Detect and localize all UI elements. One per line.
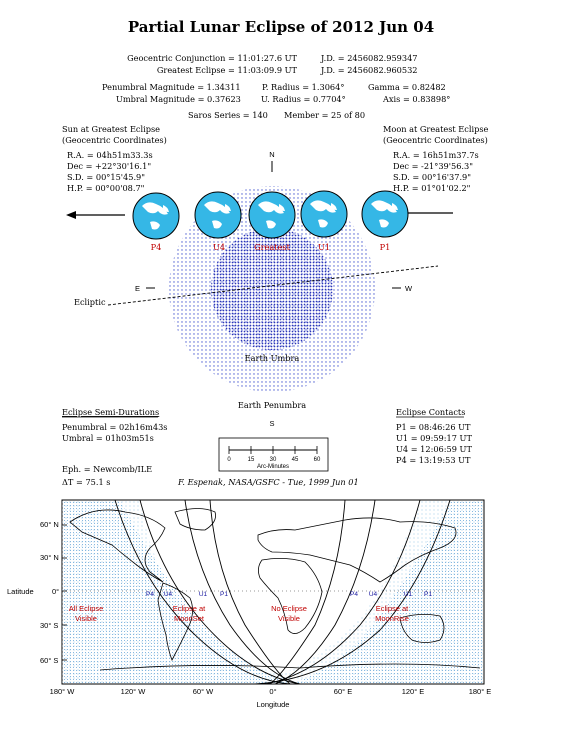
penumbra-label: Earth Penumbra <box>237 400 307 410</box>
sun-coordinates <box>62 124 167 193</box>
ecliptic-label: Ecliptic <box>74 297 106 307</box>
moon-heading: Moon at Greatest Eclipse <box>383 124 489 134</box>
map-left-p4: P4 <box>146 591 154 598</box>
lat-label-0: 0° <box>52 587 60 596</box>
greatest-eclipse-time: Greatest Eclipse = 11:03:09.9 UT <box>156 65 297 75</box>
map-xlabel: Longitude <box>256 700 290 709</box>
lat-label-30n: 30° N <box>40 553 59 562</box>
sun-heading: Sun at Greatest Eclipse <box>62 124 161 134</box>
map-left-u4: U4 <box>163 591 173 598</box>
moon-subheading: (Geocentric Coordinates) <box>383 135 488 145</box>
south-label: S <box>269 419 275 428</box>
saros-series: Saros Series = 140 <box>188 110 268 120</box>
region-moonset-line2: MoonSet <box>173 614 205 623</box>
moon-ra: R.A. = 16h51m37.7s <box>393 150 479 160</box>
moon-label-u1: U1 <box>317 242 331 252</box>
scale-tick-45: 45 <box>291 457 299 463</box>
region-all-visible-line1: All Eclipse <box>68 604 104 613</box>
penumbral-magnitude: Penumbral Magnitude = 1.34311 <box>102 82 241 92</box>
west-label: W <box>405 284 413 293</box>
region-moonrise-line2: MoonRise <box>375 614 409 623</box>
moon-label-p1: P1 <box>379 242 391 252</box>
scale-tick-15: 15 <box>247 457 255 463</box>
contact-u1: U1 = 09:59:17 UT <box>396 433 472 443</box>
axis: Axis = 0.83898° <box>383 94 451 104</box>
moon-p4 <box>133 193 179 239</box>
region-none-line1: No Eclipse <box>271 604 307 613</box>
semi-duration-umbral: Umbral = 01h03m51s <box>62 433 154 443</box>
map-right-u1: U1 <box>403 591 413 598</box>
sun-hp: H.P. = 00°00'08.7" <box>67 183 145 193</box>
east-label: E <box>135 284 141 293</box>
gamma: Gamma = 0.82482 <box>368 82 446 92</box>
geocentric-conjunction: Geocentric Conjunction = 11:01:27.6 UT <box>127 53 297 63</box>
greatest-eclipse-jd: J.D. = 2456082.960532 <box>321 65 418 75</box>
moon-u4 <box>195 192 241 238</box>
map-left-p1: P1 <box>220 591 228 598</box>
moon-label-u4: U4 <box>212 242 226 252</box>
p-radius: P. Radius = 1.3064° <box>262 82 345 92</box>
lat-label-60s: 60° S <box>40 656 59 665</box>
contacts-heading: Eclipse Contacts <box>396 407 466 417</box>
contact-p4: P4 = 13:19:53 UT <box>396 455 471 465</box>
map-right-p1: P1 <box>424 591 432 598</box>
sun-sd: S.D. = 00°15'45.9" <box>67 172 146 182</box>
moon-p1 <box>362 191 408 237</box>
umbral-magnitude: Umbral Magnitude = 0.37623 <box>116 94 241 104</box>
moon-label-p4: P4 <box>150 242 162 252</box>
scale-label: Arc-Minutes <box>256 464 290 470</box>
moon-label-greatest: Greatest <box>254 242 290 252</box>
eclipse-contacts <box>396 407 472 465</box>
lat-label-30s: 30° S <box>40 621 59 630</box>
lon-label-60w: 60° W <box>192 687 214 696</box>
map-ylabel: Latitude <box>7 587 34 596</box>
region-moonset-line1: Eclipse at <box>172 604 206 613</box>
semi-durations <box>62 407 168 443</box>
lon-label-120e: 120° E <box>401 687 425 696</box>
lon-label-180e: 180° E <box>468 687 492 696</box>
saros-member: Member = 25 of 80 <box>284 110 366 120</box>
u-radius: U. Radius = 0.7704° <box>261 94 346 104</box>
scale-tick-0: 0 <box>227 457 231 463</box>
moon-coordinates <box>383 124 489 193</box>
contact-u4: U4 = 12:06:59 UT <box>396 444 472 454</box>
ephemeris: Eph. = Newcomb/ILE <box>62 464 153 474</box>
visibility-map <box>7 500 491 709</box>
sun-subheading: (Geocentric Coordinates) <box>62 135 167 145</box>
lon-label-120w: 120° W <box>120 687 146 696</box>
moon-dec: Dec = -21°39'56.3" <box>393 161 474 171</box>
delta-t: ΔT = 75.1 s <box>62 477 111 487</box>
contact-p1: P1 = 08:46:26 UT <box>396 422 471 432</box>
arc-minute-scale <box>219 438 328 471</box>
umbra-label: Earth Umbra <box>244 353 300 363</box>
moon-greatest <box>249 192 295 238</box>
lon-label-180w: 180° W <box>49 687 75 696</box>
lon-label-0: 0° <box>269 687 277 696</box>
map-right-p4: P4 <box>350 591 358 598</box>
region-none-line2: Visible <box>278 614 300 623</box>
map-right-u4: U4 <box>368 591 378 598</box>
semi-durations-heading: Eclipse Semi-Durations <box>62 407 160 417</box>
sun-dec: Dec = +22°30'16.1" <box>67 161 152 171</box>
moon-hp: H.P. = 01°01'02.2" <box>393 183 471 193</box>
lat-label-60n: 60° N <box>40 520 59 529</box>
sun-ra: R.A. = 04h51m33.3s <box>67 150 153 160</box>
credit: F. Espenak, NASA/GSFC - Tue, 1999 Jun 01 <box>178 477 359 487</box>
north-label: N <box>269 150 275 159</box>
region-moonrise-line1: Eclipse at <box>375 604 409 613</box>
semi-duration-penumbral: Penumbral = 02h16m43s <box>62 422 168 432</box>
motion-arrowhead-left <box>66 211 76 219</box>
page-title: Partial Lunar Eclipse of 2012 Jun 04 <box>127 18 435 36</box>
scale-tick-60: 60 <box>313 457 321 463</box>
scale-tick-30: 30 <box>269 457 277 463</box>
lon-label-60e: 60° E <box>333 687 353 696</box>
moon-sd: S.D. = 00°16'37.9" <box>393 172 472 182</box>
geocentric-conjunction-jd: J.D. = 2456082.959347 <box>321 53 418 63</box>
map-left-u1: U1 <box>198 591 208 598</box>
moon-u1 <box>301 191 347 237</box>
region-all-visible-line2: Visible <box>75 614 97 623</box>
